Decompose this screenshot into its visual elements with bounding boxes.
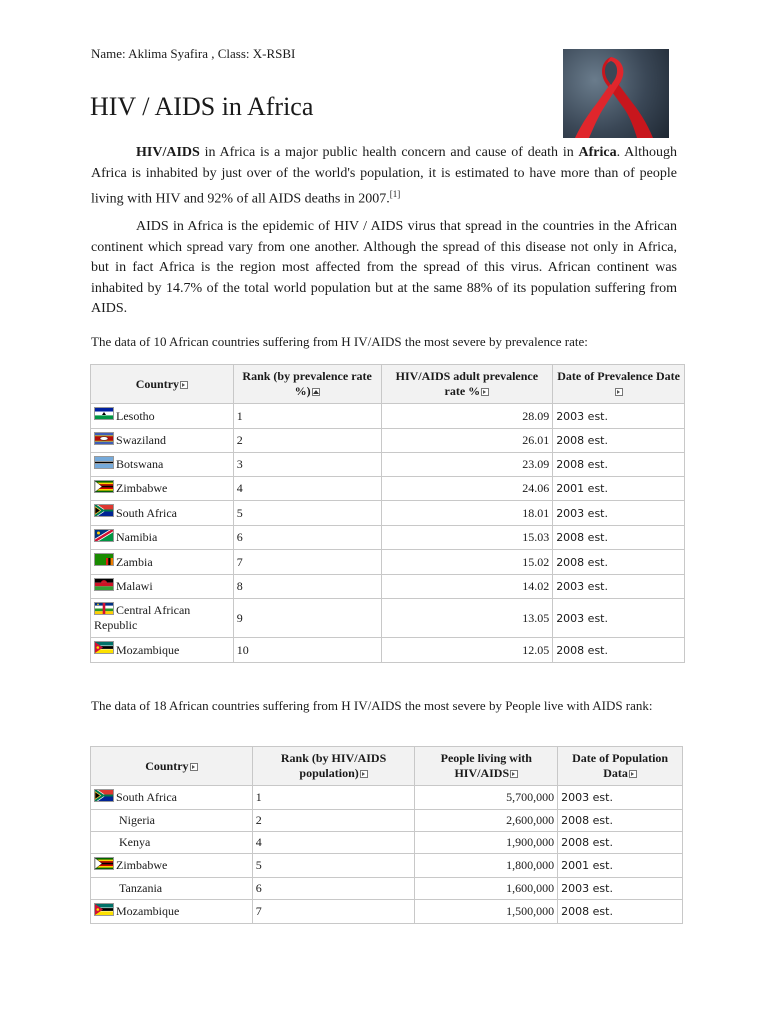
value-cell: 1,800,000 bbox=[415, 854, 558, 878]
rank-cell: 5 bbox=[252, 854, 415, 878]
swaziland-flag-icon bbox=[94, 432, 114, 445]
country-cell bbox=[91, 810, 253, 832]
rank-cell: 4 bbox=[252, 832, 415, 854]
country-name: Nigeria bbox=[119, 813, 155, 827]
sort-icon[interactable] bbox=[180, 381, 188, 389]
country-cell bbox=[91, 878, 253, 900]
people-living-table bbox=[90, 746, 683, 924]
prevalence-table bbox=[90, 364, 685, 663]
rank-cell: 9 bbox=[233, 599, 381, 638]
date-cell: 2003 est. bbox=[553, 404, 685, 429]
intro-paragraph-1 bbox=[91, 143, 677, 210]
table-header-row bbox=[91, 747, 683, 786]
rank-cell: 8 bbox=[233, 575, 381, 599]
table-row bbox=[91, 900, 683, 924]
table-row bbox=[91, 599, 685, 638]
rank-cell: 7 bbox=[252, 900, 415, 924]
value-cell: 15.02 bbox=[381, 550, 553, 575]
country-cell bbox=[91, 575, 234, 599]
value-cell: 1,500,000 bbox=[415, 900, 558, 924]
date-cell: 2003 est. bbox=[553, 575, 685, 599]
table-header-row bbox=[91, 365, 685, 404]
col-header-people[interactable]: People living with HIV/AIDS bbox=[415, 747, 558, 786]
hivaids-bold: HIV/AIDS bbox=[136, 145, 200, 160]
date-cell: 2003 est. bbox=[553, 501, 685, 526]
sort-ascending-icon[interactable] bbox=[312, 388, 320, 396]
sort-icon[interactable] bbox=[481, 388, 489, 396]
rank-cell: 5 bbox=[233, 501, 381, 526]
value-cell: 28.09 bbox=[381, 404, 553, 429]
value-cell: 12.05 bbox=[381, 638, 553, 663]
table-row bbox=[91, 575, 685, 599]
value-cell: 15.03 bbox=[381, 526, 553, 550]
col-header-date[interactable]: Date of Population Data bbox=[558, 747, 683, 786]
p1-text: in Africa is a major public health concern and cause of death in bbox=[199, 145, 579, 160]
value-cell: 1,600,000 bbox=[415, 878, 558, 900]
value-cell: 14.02 bbox=[381, 575, 553, 599]
country-cell bbox=[91, 832, 253, 854]
table-row bbox=[91, 878, 683, 900]
date-cell: 2001 est. bbox=[553, 477, 685, 501]
rank-cell: 3 bbox=[233, 453, 381, 477]
table-row bbox=[91, 477, 685, 501]
value-cell: 1,900,000 bbox=[415, 832, 558, 854]
date-cell: 2008 est. bbox=[553, 453, 685, 477]
lesotho-flag-icon bbox=[94, 407, 114, 420]
col-header-rank[interactable]: Rank (by HIV/AIDS population) bbox=[252, 747, 415, 786]
country-name: Tanzania bbox=[119, 881, 163, 895]
date-cell: 2008 est. bbox=[558, 900, 683, 924]
date-cell: 2008 est. bbox=[558, 832, 683, 854]
sort-icon[interactable] bbox=[615, 388, 623, 396]
rank-cell: 6 bbox=[233, 526, 381, 550]
value-cell: 5,700,000 bbox=[415, 786, 558, 810]
value-cell: 26.01 bbox=[381, 429, 553, 453]
country-cell bbox=[91, 900, 253, 924]
country-name: Central African Republic bbox=[94, 603, 191, 632]
rank-cell: 1 bbox=[233, 404, 381, 429]
value-cell: 2,600,000 bbox=[415, 810, 558, 832]
country-name: Zimbabwe bbox=[116, 481, 168, 495]
rank-cell: 6 bbox=[252, 878, 415, 900]
country-name: Zimbabwe bbox=[116, 858, 168, 872]
value-cell: 23.09 bbox=[381, 453, 553, 477]
sort-icon[interactable] bbox=[360, 770, 368, 778]
country-name: Namibia bbox=[116, 530, 158, 544]
table-row bbox=[91, 810, 683, 832]
country-name: South Africa bbox=[116, 505, 177, 520]
country-cell bbox=[91, 501, 234, 526]
reference-link[interactable]: [1] bbox=[389, 189, 401, 199]
rank-cell: 1 bbox=[252, 786, 415, 810]
country-name: Zambia bbox=[116, 554, 153, 569]
intro-paragraph-2 bbox=[91, 217, 677, 320]
table-row bbox=[91, 501, 685, 526]
value-cell: 24.06 bbox=[381, 477, 553, 501]
country-name: Kenya bbox=[119, 835, 151, 849]
zambia-flag-icon bbox=[94, 553, 114, 566]
red-ribbon-image bbox=[563, 49, 669, 138]
date-cell: 2008 est. bbox=[553, 429, 685, 453]
col-header-country[interactable]: Country bbox=[91, 365, 234, 404]
country-cell bbox=[91, 404, 234, 429]
table-row bbox=[91, 854, 683, 878]
col-header-country[interactable]: Country bbox=[91, 747, 253, 786]
table-row bbox=[91, 786, 683, 810]
country-cell bbox=[91, 786, 253, 810]
page-title: HIV / AIDS in Africa bbox=[90, 92, 314, 121]
zimbabwe-flag-icon bbox=[94, 857, 114, 870]
country-cell bbox=[91, 526, 234, 550]
country-name: Botswana bbox=[116, 457, 164, 471]
date-cell: 2008 est. bbox=[558, 810, 683, 832]
value-cell: 13.05 bbox=[381, 599, 553, 638]
value-cell: 18.01 bbox=[381, 501, 553, 526]
table-row bbox=[91, 638, 685, 663]
country-name: South Africa bbox=[116, 790, 177, 804]
mozambique-flag-icon bbox=[94, 641, 114, 654]
country-cell bbox=[91, 854, 253, 878]
col-header-rank[interactable]: Rank (by prevalence rate %) bbox=[233, 365, 381, 404]
table2-caption: The data of 18 African countries suffering from H IV/AIDS the most severe by People live with AIDS rank: bbox=[91, 698, 653, 713]
date-cell: 2008 est. bbox=[553, 526, 685, 550]
sort-icon[interactable] bbox=[510, 770, 518, 778]
mozambique-flag-icon bbox=[94, 903, 114, 916]
country-name: Swaziland bbox=[116, 433, 166, 447]
country-cell bbox=[91, 477, 234, 501]
rank-cell: 7 bbox=[233, 550, 381, 575]
table-row bbox=[91, 453, 685, 477]
zimbabwe-flag-icon bbox=[94, 480, 114, 493]
country-cell bbox=[91, 599, 234, 638]
sort-icon[interactable] bbox=[190, 763, 198, 771]
table-row bbox=[91, 429, 685, 453]
country-cell bbox=[91, 429, 234, 453]
southafrica-flag-icon bbox=[94, 789, 114, 802]
p2-text: AIDS in Africa is the epidemic of HIV / AIDS virus that spread in the countries in the African continent which spread vary from one another. Although the spread of this disease not only in Africa, but in fact Africa is the region most affected from the spread of this virus. African continent was inhabited by 14.7% of the total world population but at the same 88% of its population suffering from AIDS. bbox=[91, 219, 677, 316]
table-row bbox=[91, 404, 685, 429]
southafrica-flag-icon bbox=[94, 504, 114, 517]
table-row bbox=[91, 550, 685, 575]
country-name: Lesotho bbox=[116, 408, 155, 423]
date-cell: 2003 est. bbox=[553, 599, 685, 638]
p1-text-rest: . Although Africa is inhabited by just over of the world's population, it is estimated to have more than of people living with HIV and 92% of all AIDS deaths in 2007. bbox=[91, 145, 677, 207]
malawi-flag-icon bbox=[94, 578, 114, 591]
rank-cell: 4 bbox=[233, 477, 381, 501]
rank-cell: 10 bbox=[233, 638, 381, 663]
africa-bold: Africa bbox=[578, 145, 617, 160]
country-cell bbox=[91, 638, 234, 663]
car-flag-icon bbox=[94, 602, 114, 615]
rank-cell: 2 bbox=[233, 429, 381, 453]
country-cell bbox=[91, 453, 234, 477]
botswana-flag-icon bbox=[94, 456, 114, 469]
sort-icon[interactable] bbox=[629, 770, 637, 778]
col-header-date[interactable]: Date of Prevalence Date bbox=[553, 365, 685, 404]
student-name-line: Name: Aklima Syafira , Class: X-RSBI bbox=[91, 46, 296, 61]
rank-cell: 2 bbox=[252, 810, 415, 832]
col-header-prevalence[interactable]: HIV/AIDS adult prevalence rate % bbox=[381, 365, 553, 404]
date-cell: 2003 est. bbox=[558, 786, 683, 810]
date-cell: 2008 est. bbox=[553, 550, 685, 575]
namibia-flag-icon bbox=[94, 529, 114, 542]
table1-caption: The data of 10 African countries suffering from H IV/AIDS the most severe by prevalence rate: bbox=[91, 334, 588, 349]
date-cell: 2003 est. bbox=[558, 878, 683, 900]
date-cell: 2001 est. bbox=[558, 854, 683, 878]
country-cell bbox=[91, 550, 234, 575]
table-row bbox=[91, 832, 683, 854]
date-cell: 2008 est. bbox=[553, 638, 685, 663]
country-name: Mozambique bbox=[116, 642, 180, 657]
table-row bbox=[91, 526, 685, 550]
country-name: Malawi bbox=[116, 579, 153, 593]
country-name: Mozambique bbox=[116, 904, 180, 918]
